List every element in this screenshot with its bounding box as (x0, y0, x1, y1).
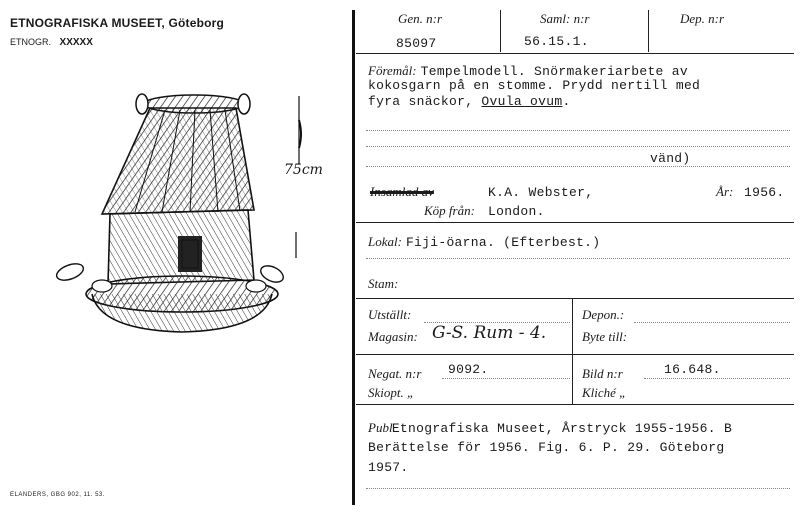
dotted-rule (366, 146, 790, 147)
foremal-note: vänd) (650, 151, 691, 166)
dotted-rule (366, 488, 790, 489)
museum-header (10, 16, 224, 30)
byte-label: Byte till: (582, 329, 628, 344)
publ-label: Publ. (368, 420, 396, 435)
gen-label: Gen. n:r (398, 11, 443, 26)
foremal-text-3-start: fyra snäckor, (368, 94, 482, 109)
storage-divider (572, 298, 573, 354)
section-rule (356, 298, 794, 299)
foremal-text-3 (368, 94, 571, 109)
saml-label: Saml: n:r (540, 11, 590, 26)
negat-value: 9092. (448, 362, 489, 377)
foremal-label: Föremål: (368, 63, 417, 78)
temple-model-illustration (40, 80, 290, 340)
dotted-rule (366, 166, 790, 167)
gen-value: 85097 (396, 36, 437, 51)
section-rule (356, 354, 794, 355)
photo-divider (572, 354, 573, 404)
ar-value: 1956. (744, 185, 785, 200)
dotted-rule (366, 258, 790, 259)
foremal-text-1: Tempelmodell. Snörmakeriarbete av (420, 64, 688, 79)
museum-city: Göteborg (168, 16, 225, 30)
lokal-line (368, 233, 600, 251)
publ-text-1: Etnografiska Museet, Årstryck 1955-1956. B (391, 421, 733, 436)
header-rule (356, 53, 794, 54)
etnogr-label: ETNOGR. (10, 37, 52, 47)
card-divider (352, 10, 355, 505)
publ-text-2: Berättelse för 1956. Fig. 6. P. 29. Göteborg (368, 440, 725, 455)
species-name: Ovula ovum (481, 94, 563, 109)
printer-credit: ELANDERS, GBG 902, 11. 53. (10, 492, 105, 498)
magasin-label: Magasin: (368, 329, 418, 344)
ar-label: År: (716, 184, 734, 199)
kop-label: Köp från: (424, 203, 475, 218)
dotted-rule (442, 378, 570, 379)
depon-label: Depon.: (582, 307, 625, 322)
insamlad-label: Insamlad av (370, 184, 434, 199)
header-divider (648, 10, 649, 52)
section-rule (356, 404, 794, 405)
dotted-rule (634, 322, 790, 323)
kop-value: London. (488, 204, 545, 219)
section-rule (356, 222, 794, 223)
collector-value: K.A. Webster, (488, 185, 594, 200)
publ-line-1 (368, 419, 732, 437)
kliche-label: Kliché „ (582, 385, 627, 400)
museum-name: ETNOGRAFISKA MUSEET, (10, 16, 165, 30)
lokal-value: Fiji-öarna. (Efterbest.) (405, 235, 601, 250)
foremal-text-2: kokosgarn på en stomme. Prydd nertill med (368, 78, 701, 93)
saml-value: 56.15.1. (524, 34, 589, 49)
utstallt-label: Utställt: (368, 307, 412, 322)
publ-text-3: 1957. (368, 460, 409, 475)
scale-tick (290, 230, 302, 260)
size-note: 75cm (284, 162, 323, 178)
negat-label: Negat. n:r (368, 366, 422, 381)
etnogr-line (10, 37, 93, 48)
magasin-value: G-S. Rum - 4. (432, 323, 547, 343)
header-divider (500, 10, 501, 52)
etnogr-value: XXXXX (59, 37, 93, 48)
dep-label: Dep. n:r (680, 11, 725, 26)
dotted-rule (644, 378, 790, 379)
dotted-rule (366, 130, 790, 131)
lokal-label: Lokal: (368, 234, 402, 249)
bild-label: Bild n:r (582, 366, 623, 381)
bild-value: 16.648. (664, 362, 721, 377)
stam-label: Stam: (368, 276, 399, 291)
skiopt-label: Skiopt. „ (368, 385, 415, 400)
foremal-text-3-end: . (562, 94, 571, 109)
